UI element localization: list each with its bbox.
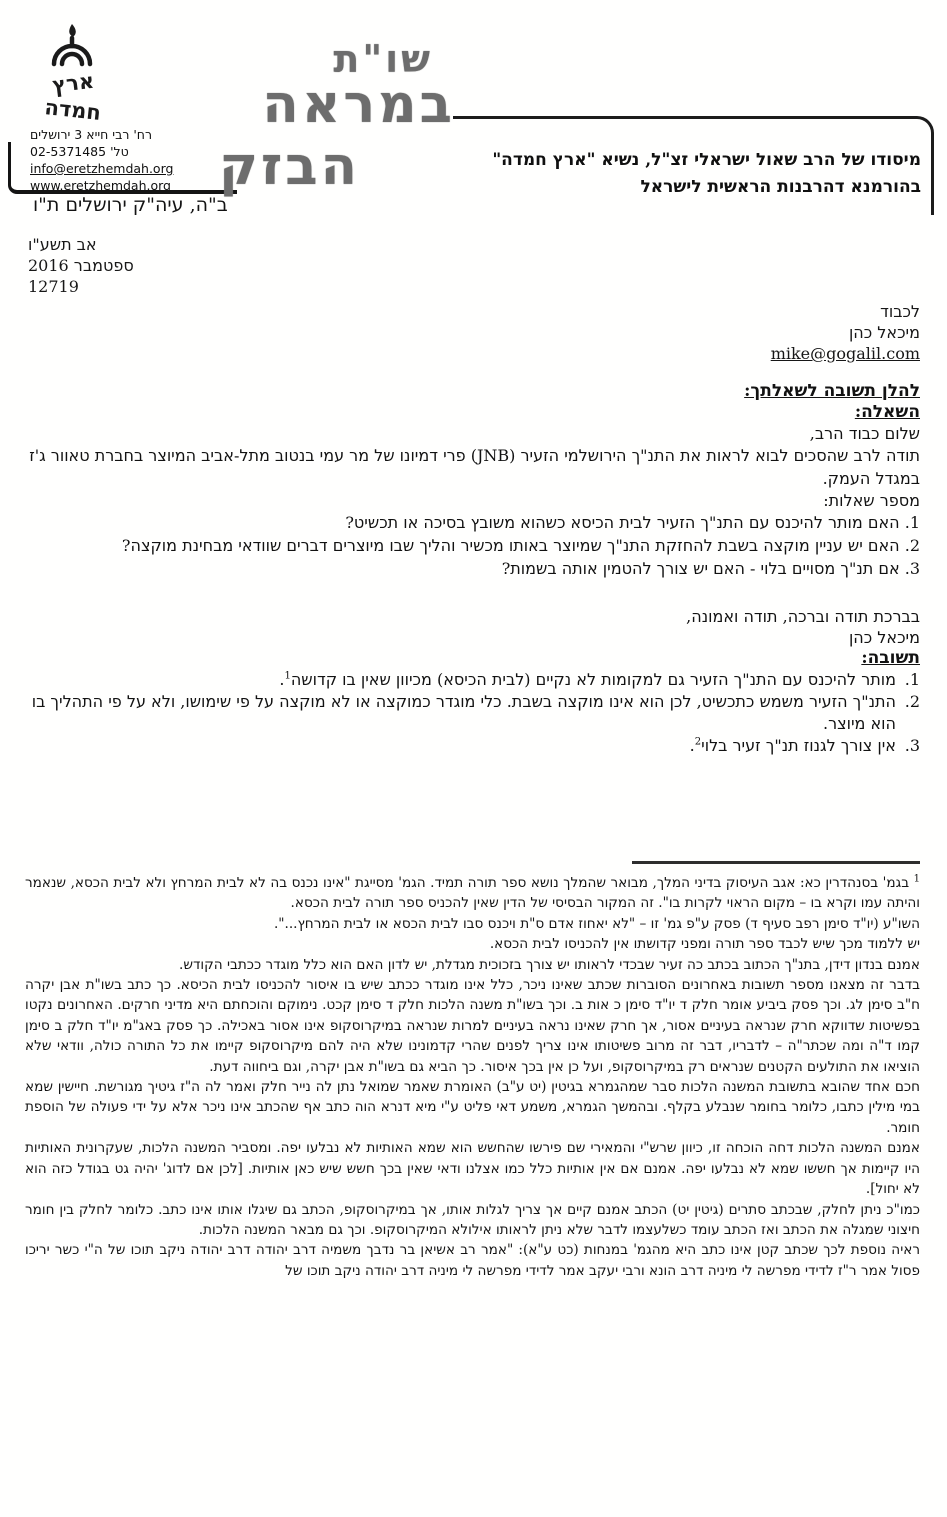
question-heading: השאלה: xyxy=(854,402,920,422)
letter-body xyxy=(27,381,920,757)
addressee-name: מיכאל כהן xyxy=(848,323,920,342)
answer-text: התנ"ך הזעיר משמש כתכשיט, לכן הוא אינו מוקצה בשבת. כלי מוגדר כמוקצה או לא מוקצה על פי שימושו, ולא על פי התהליך בו הוא מיוצר. xyxy=(31,692,896,733)
footnote-paragraph: השו"ע (יו"ד סימן רפב סעיף ד) פסק ע"פ גמ' זו – "לא יאחוז אדם ס"ת ויכנס סבו לבית הכסא או לבית המרחץ...". xyxy=(273,915,920,932)
eretz-hemdah-logo xyxy=(30,20,114,128)
addressee-block xyxy=(771,301,920,364)
contact-address: רח' רבי חייא 3 ירושלים xyxy=(30,127,153,142)
blessing-line: ב"ה, עיה"ק ירושלים ת"ו xyxy=(33,194,228,216)
question-signature: מיכאל כהן xyxy=(848,628,920,647)
footnote-paragraph: אמנם המשנה הלכות דחה הוכחה זו, כיוון שרש"י והמאירי שם פירשו שהחשש הוא שמא האותיות לא נבלעו יפה. ומסביר המשנה הלכות, שעקרונית האותיות היו קיימות אך חששו שמא לא נבלעו יפה. אמנם אם אין אותיות כלל כמו אצלנו ודאי שאין בכך חשש שיש כאן אותיות. [לכן אם לדוג' יהיה גט בגודל כזה הוא לא יחול]. xyxy=(25,1140,920,1198)
file-number: 12719 xyxy=(28,277,79,296)
answer-text: אין צורך לגנוז תנ"ך זעיר בלוי xyxy=(701,736,896,755)
footnote-paragraph: $^1$ בגמ' בסנהדרין כא: אגב העיסוק בדיני המלך, מבואר שהמלך נושא ספר תורה תמיד. הגמ' מסייגת "אינו נכנס בה לא לבית המרחץ ולא לבית הכסא, שנאמר והיתה עמו וקרא בו – מקום הראוי לקרות בו". זה המקור הבסיסי של הדין שאין להכניס ספר תורה לבית הכסא. xyxy=(25,873,920,912)
masthead-title-shut: שו"ת xyxy=(333,37,433,81)
question-closing: בברכת תודה וברכה, תודה ואמונה, xyxy=(686,607,920,626)
masthead-title-habazek: הבזק xyxy=(219,136,360,197)
footnote-ref-1: 1 xyxy=(284,670,291,682)
hebrew-date: אב תשע"ו xyxy=(28,235,97,254)
answer-item xyxy=(27,669,920,691)
question-item: 1. האם מותר להיכנס עם התנ"ך הזעיר לבית הכיסא כשהוא משובץ בסיכה או תכשיט? xyxy=(345,513,920,532)
footnote-paragraph: יש ללמוד מכך שיש לכבד ספר תורה ומפני קדושתו אין להכניסו לבית הכסא. xyxy=(489,936,920,953)
gregorian-date: ספטמבר 2016 xyxy=(28,256,134,275)
subtitle-line-2: בהורמנא דהרבנות הראשית לישראל xyxy=(640,177,921,197)
contact-phone: טל' 02-5371485 xyxy=(30,144,129,159)
answer-item xyxy=(27,691,920,735)
footnote-ref-2: 2 xyxy=(694,736,702,748)
answer-suffix: . xyxy=(279,670,285,689)
logo-word-2: חמדה xyxy=(43,95,103,125)
reference-block xyxy=(28,234,134,297)
footnote-separator-rule xyxy=(632,861,920,864)
answer-number: 3. xyxy=(904,736,920,755)
footnotes-section xyxy=(25,861,920,1281)
subtitle-line-1: מיסודו של הרב שאול ישראלי זצ"ל, נשיא "ארץ חמדה" xyxy=(492,150,921,170)
masthead-title-bemareh: במראה xyxy=(262,74,455,135)
intro-heading: להלן תשובה לשאלתך: xyxy=(744,381,920,401)
footnote-paragraph: חכם אחד שהובא בתשובת המשנה הלכות סבר שמהגמרא בגיטין (יט ע"ב) האומרת שאמר שמואל נתן לה נייר חלק ואמר לה ה"ז גיטיך מגורשת. חיישין שמא במי מילין כתבו, כלומר בחומר שנבלע בקלף. ובהמשך הגמרא, משמע דאי פליט ע"י מיא דנרא הוה כתב אף שהכתב אינו ניכר אלא על ידי פעולה של הוספת חומר. xyxy=(25,1079,920,1136)
flame-icon xyxy=(69,24,76,37)
addressee-salutation: לכבוד xyxy=(880,302,920,321)
letterhead-bracket-rule xyxy=(8,142,237,194)
footnote-paragraph: כמו"כ ניתן לחלק, שבכתב סתרים (גיטין יט) הכתב אמנם קיים אך צריך לגלות אותו, אך במיקרוסקופ, הכתב גם שיגלו אותו אינו כתב. כלומר לחלק בין חומר חיצוני שמגלה את הכתב ואז הכתב עומד כשלעצמו לדבר שלא ניתן לראותו אילולא המיקרוסקופ. וכך גם מבאר המשנה הלכות. xyxy=(25,1201,920,1238)
question-item: 3. אם תנ"ך מסויים בלוי - האם יש צורך להטמין אותה בשמות? xyxy=(501,559,920,578)
question-body: תודה לרב שהסכים לבוא לראות את התנ"ך הירושלמי הזעיר (JNB) פרי דמיונו של מר עמי בנטוב מתל-אביב המיוצר בחברת טאוור ג'ז במגדל העמק. xyxy=(29,446,920,488)
footnote-paragraph: ראיה נוספת לכך שכתב קטן אינו כתב היא מהגמ' במנחות (כט ע"א): "אמר רב אשיאן בר נדבך משמיה דרב יהודה דרב יהודה ניקב תוכו של ה"י כשר יריכו פסול אמר ר"ז לדידי מפרשה לי מיניה דרב הונא ורבי יעקב אמר לדידי מפרשה לי מיניה דרב יהודה ניקב תוכו של xyxy=(25,1242,920,1279)
question-greeting: שלום כבוד הרב, xyxy=(809,424,920,443)
masthead-subtitle xyxy=(492,147,921,201)
footnote-paragraph: בדבר זה מצאנו מספר תשובות באחרונים הסוברות שכתב שאינו ניכר, כלל אינו מוגדר ככתב שיש בו איסור להכניסו לבית הכיסא. כך כתב בשו"ת אבן יקרה ח"ב סימן לג. וכך פסק ביביע אומר חלק ד יו"ד סימן כ אות ב. וכך בשו"ת משנה הלכות חלק ד סימן קכט. נימוקם והוכחתם היא מדיני חרקים. האחרונים נקטו בפשיטות שדווקא חרק שנראה בעיניים אסור, אך חרק שאינו נראה בעיניים למרות שנראה במיקרוסקופ אינו אסור באכילה. כך פסק באג"מ יו"ד חלק ב סימן קמו ד"ה ומה שכתר"ה – לדבריו, דבר זה מרוב פשיטותו אינו צריך לפנים שהרי קדמונינו שלא היה להם מיקרוסקופ קיימו את כל התורה כולה, וודאי שלא הוציאו את התולעים הקטנים שנראים רק במיקרוסקופ, ועל כן אין בכך איסור. כך הביא גם בשו"ת אבן יקרה, וגם ביחווה דעת. xyxy=(25,977,920,1075)
answer-number: 1. xyxy=(904,670,920,689)
answer-text: מותר להיכנס עם התנ"ך הזעיר גם למקומות לא נקיים (לבית הכיסא) מכיוון שאין בו קדושה xyxy=(290,670,896,689)
contact-email-link[interactable]: info@eretzhemdah.org xyxy=(30,161,174,176)
footnote-paragraph: אמנם בנדון דידן, בתנ"ך הכתוב בכתב כה זעיר שבכדי לראותו יש צורך בזכוכית מגדלת, יש לדון האם הוא כלל מוגדר ככתבי הקודש. xyxy=(179,956,920,973)
logo-word-1: ארץ xyxy=(50,68,96,98)
question-list-intro: מספר שאלות: xyxy=(823,491,920,510)
contact-website-link[interactable]: www.eretzhemdah.org xyxy=(30,178,171,193)
eretz-hemdah-logo-icon xyxy=(30,20,114,128)
addressee-email-link[interactable]: mike@gogalil.com xyxy=(770,344,920,363)
answer-item: 3. אין צורך לגנוז תנ"ך זעיר בלוי$^2$. xyxy=(689,736,920,755)
answer-number: 2. xyxy=(904,692,920,711)
question-item: 2. האם יש עניין מוקצה בשבת להחזקת התנ"ך שמיוצר באותו מכשיר והליך שבו מיוצרים דברים שוודאי מבחינת מוקצה? xyxy=(121,536,920,555)
answer-heading: תשובה: xyxy=(861,648,920,668)
footnote-marker-1: 1 xyxy=(913,873,920,885)
